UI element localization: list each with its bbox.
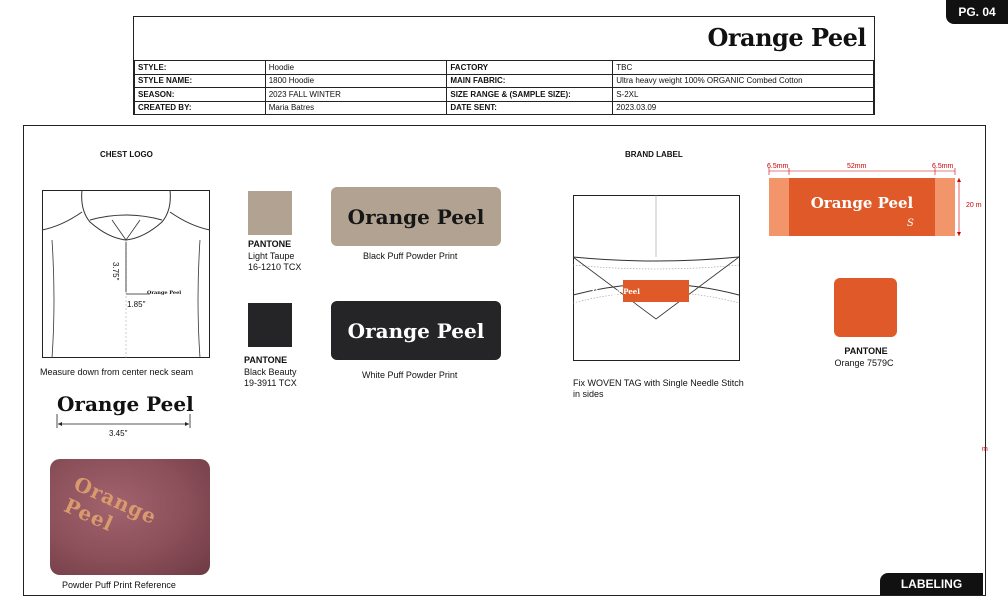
pantone-label: PANTONE bbox=[244, 355, 288, 365]
label-size: S bbox=[907, 218, 914, 229]
wordmark-width-label: 3.45" bbox=[109, 429, 128, 438]
page-number-badge: PG. 04 bbox=[946, 0, 1008, 24]
black-beauty-swatch bbox=[248, 303, 292, 347]
chest-logo-title: CHEST LOGO bbox=[100, 150, 153, 159]
spec-row bbox=[135, 101, 874, 115]
spec-table bbox=[134, 60, 874, 115]
black-puff-print-logo: Orange Peel bbox=[331, 187, 501, 246]
label-left-fold-dim: 6.5mm bbox=[767, 163, 789, 170]
label-right-fold-dim: 6.5mm bbox=[932, 163, 954, 170]
spec-label: MAIN FABRIC: bbox=[447, 74, 613, 88]
white-puff-caption: White Puff Powder Print bbox=[362, 370, 458, 380]
black-puff-caption: Black Puff Powder Print bbox=[363, 251, 458, 261]
spec-value: 2023.03.09 bbox=[613, 101, 874, 115]
spec-label: STYLE: bbox=[135, 61, 266, 75]
spec-row bbox=[135, 88, 874, 102]
chest-horizontal-dim: 1.85" bbox=[127, 300, 146, 309]
section-badge: LABELING bbox=[880, 573, 983, 595]
spec-value: TBC bbox=[613, 61, 874, 75]
white-puff-print-logo: Orange Peel bbox=[331, 301, 501, 360]
stray-dim-mark: m bbox=[982, 446, 988, 453]
black-beauty-pantone bbox=[244, 355, 297, 390]
woven-tag-caption bbox=[573, 378, 744, 401]
light-taupe-pantone bbox=[248, 239, 301, 274]
wordmark-width-dim bbox=[57, 414, 191, 428]
caption-line: Fix WOVEN TAG with Single Needle Stitch bbox=[573, 378, 744, 388]
spec-label: CREATED BY: bbox=[135, 101, 266, 115]
spec-header bbox=[133, 16, 875, 115]
reference-caption: Powder Puff Print Reference bbox=[62, 580, 176, 590]
spec-value: Maria Batres bbox=[265, 101, 447, 115]
spec-value: 1800 Hoodie bbox=[265, 74, 447, 88]
pantone-label: PANTONE bbox=[248, 239, 292, 249]
chest-vertical-dim: 3.75" bbox=[111, 262, 120, 281]
spec-label: DATE SENT: bbox=[447, 101, 613, 115]
light-taupe-swatch bbox=[248, 191, 292, 235]
brand-title: Orange Peel bbox=[707, 23, 866, 52]
orange-swatch bbox=[834, 278, 897, 337]
orange-pantone bbox=[834, 346, 895, 369]
label-dimension-lines bbox=[769, 166, 965, 238]
spec-label: SIZE RANGE & (SAMPLE SIZE): bbox=[447, 88, 613, 102]
pantone-name: Orange 7579C bbox=[834, 357, 894, 368]
spec-row bbox=[135, 74, 874, 88]
spec-label: FACTORY bbox=[447, 61, 613, 75]
reference-print-text: Orange Peel bbox=[60, 471, 161, 537]
hoodie-neck-sketch bbox=[573, 195, 740, 361]
pantone-name: Light Taupe bbox=[248, 250, 295, 261]
brand-label-title: BRAND LABEL bbox=[625, 150, 683, 159]
spec-label: SEASON: bbox=[135, 88, 266, 102]
spec-row bbox=[135, 61, 874, 75]
caption-line: in sides bbox=[573, 389, 604, 400]
spec-value: Ultra heavy weight 100% ORGANIC Combed Cotton bbox=[613, 74, 874, 88]
spec-value: S-2XL bbox=[613, 88, 874, 102]
pantone-label: PANTONE bbox=[844, 346, 888, 356]
powder-puff-reference-photo bbox=[50, 459, 210, 575]
chest-caption: Measure down from center neck seam bbox=[40, 367, 194, 377]
pantone-code: 16-1210 TCX bbox=[248, 262, 302, 273]
woven-tag-text: Orange Peel bbox=[592, 287, 640, 296]
pantone-name: Black Beauty bbox=[244, 366, 297, 377]
spec-label: STYLE NAME: bbox=[135, 74, 266, 88]
hoodie-front-sketch bbox=[42, 190, 210, 358]
pantone-code: 19-3911 TCX bbox=[244, 378, 297, 389]
spec-value: Hoodie bbox=[265, 61, 447, 75]
chest-mini-logo: Orange Peel bbox=[147, 290, 182, 296]
label-wordmark: Orange Peel bbox=[810, 194, 914, 212]
chest-wordmark: Orange Peel bbox=[57, 392, 194, 416]
label-height-dim: 20 m bbox=[966, 202, 982, 209]
label-width-dim: 52mm bbox=[847, 163, 867, 170]
spec-value: 2023 FALL WINTER bbox=[265, 88, 447, 102]
